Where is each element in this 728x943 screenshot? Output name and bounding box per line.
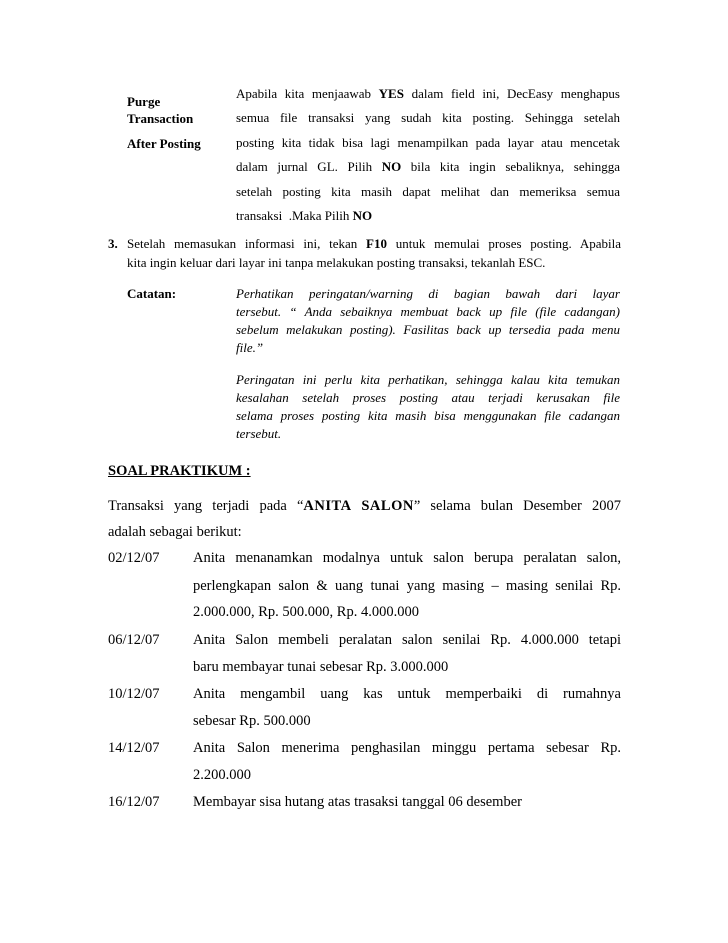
intro-line: adalah sebagai berikut: bbox=[108, 524, 242, 540]
transaction-line: sebesar Rp. 500.000 bbox=[193, 713, 311, 729]
note-line: tersebut. “ Anda sebaiknya membuat back up file (file cadangan) bbox=[236, 304, 620, 319]
transaction-desc bbox=[193, 794, 621, 811]
term-purge: Purge bbox=[127, 94, 161, 109]
transaction-line: Anita mengambil uang kas untuk memperbaiki di rumahnya bbox=[193, 686, 621, 702]
purge-desc-line: setelah posting kita masih dapat melihat dan memeriksa semua bbox=[236, 184, 620, 199]
term-transaction: Transaction bbox=[127, 111, 194, 126]
term-after-posting: After Posting bbox=[127, 136, 201, 151]
catatan-note bbox=[236, 285, 620, 443]
note-line: tersebut. bbox=[236, 426, 282, 441]
note-line: Perhatikan peringatan/warning di bagian bawah dari layar bbox=[236, 286, 620, 301]
purge-desc-line: dalam jurnal GL. Pilih NO bila kita ingin sebaliknya, sehingga bbox=[236, 159, 621, 174]
transaction-date: 02/12/07 bbox=[108, 550, 160, 566]
step3-line: Setelah memasukan informasi ini, tekan F10 untuk memulai proses posting. Apabila bbox=[127, 236, 621, 251]
note-line: Peringatan ini perlu kita perhatikan, sehingga kalau kita temukan bbox=[236, 372, 620, 387]
transaction-desc bbox=[193, 632, 621, 676]
purge-desc-line: transaksi .Maka Pilih NO bbox=[236, 208, 373, 223]
transaction-line: 2.200.000 bbox=[193, 767, 251, 783]
note-line: sebelum melakukan posting). Fasilitas back up tersedia pada menu bbox=[236, 322, 620, 337]
transaction-line: Anita menanamkan modalnya untuk salon berupa peralatan salon, bbox=[193, 550, 621, 566]
transaction-date: 10/12/07 bbox=[108, 686, 160, 702]
transaction-line: perlengkapan salon & uang tunai yang masing – masing senilai Rp. bbox=[193, 578, 621, 594]
catatan-label: Catatan: bbox=[127, 286, 177, 301]
transaction-date: 14/12/07 bbox=[108, 740, 160, 756]
note-line: kesalahan setelah proses posting atau terjadi kerusakan file bbox=[236, 390, 620, 405]
step3-line: kita ingin keluar dari layar ini tanpa melakukan posting transaksi, tekanlah ESC. bbox=[127, 255, 546, 270]
transaction-line: Membayar sisa hutang atas trasaksi tanggal 06 desember bbox=[193, 794, 522, 810]
purge-desc-line: semua file transaksi yang sudah kita posting. Sehingga setelah bbox=[236, 110, 620, 125]
transaction-desc bbox=[193, 550, 621, 621]
step-number: 3. bbox=[108, 236, 118, 251]
note-line: file.” bbox=[236, 340, 264, 355]
transaction-date: 06/12/07 bbox=[108, 632, 160, 648]
section-heading: SOAL PRAKTIKUM : bbox=[108, 463, 251, 479]
transaction-date: 16/12/07 bbox=[108, 794, 160, 810]
purge-description bbox=[236, 85, 620, 227]
transaction-line: 2.000.000, Rp. 500.000, Rp. 4.000.000 bbox=[193, 604, 419, 620]
note-line: selama proses posting kita masih bisa menggunakan file cadangan bbox=[236, 408, 620, 423]
transaction-line: Anita Salon membeli peralatan salon senilai Rp. 4.000.000 tetapi bbox=[193, 632, 621, 648]
purge-desc-line: Apabila kita menjaawab YES dalam field ini, DecEasy menghapus bbox=[236, 86, 620, 101]
purge-desc-line: posting kita tidak bisa lagi menampilkan pada layar atau mencetak bbox=[236, 135, 620, 150]
intro-line: Transaksi yang terjadi pada “ANITA SALON” selama bulan Desember 2007 bbox=[108, 498, 622, 514]
transaction-desc bbox=[193, 740, 621, 784]
transaction-line: baru membayar tunai sebesar Rp. 3.000.000 bbox=[193, 659, 449, 675]
transaction-line: Anita Salon menerima penghasilan minggu pertama sebesar Rp. bbox=[193, 740, 621, 756]
step3-text bbox=[127, 235, 621, 272]
intro-paragraph bbox=[108, 498, 621, 541]
transaction-desc bbox=[193, 686, 621, 730]
